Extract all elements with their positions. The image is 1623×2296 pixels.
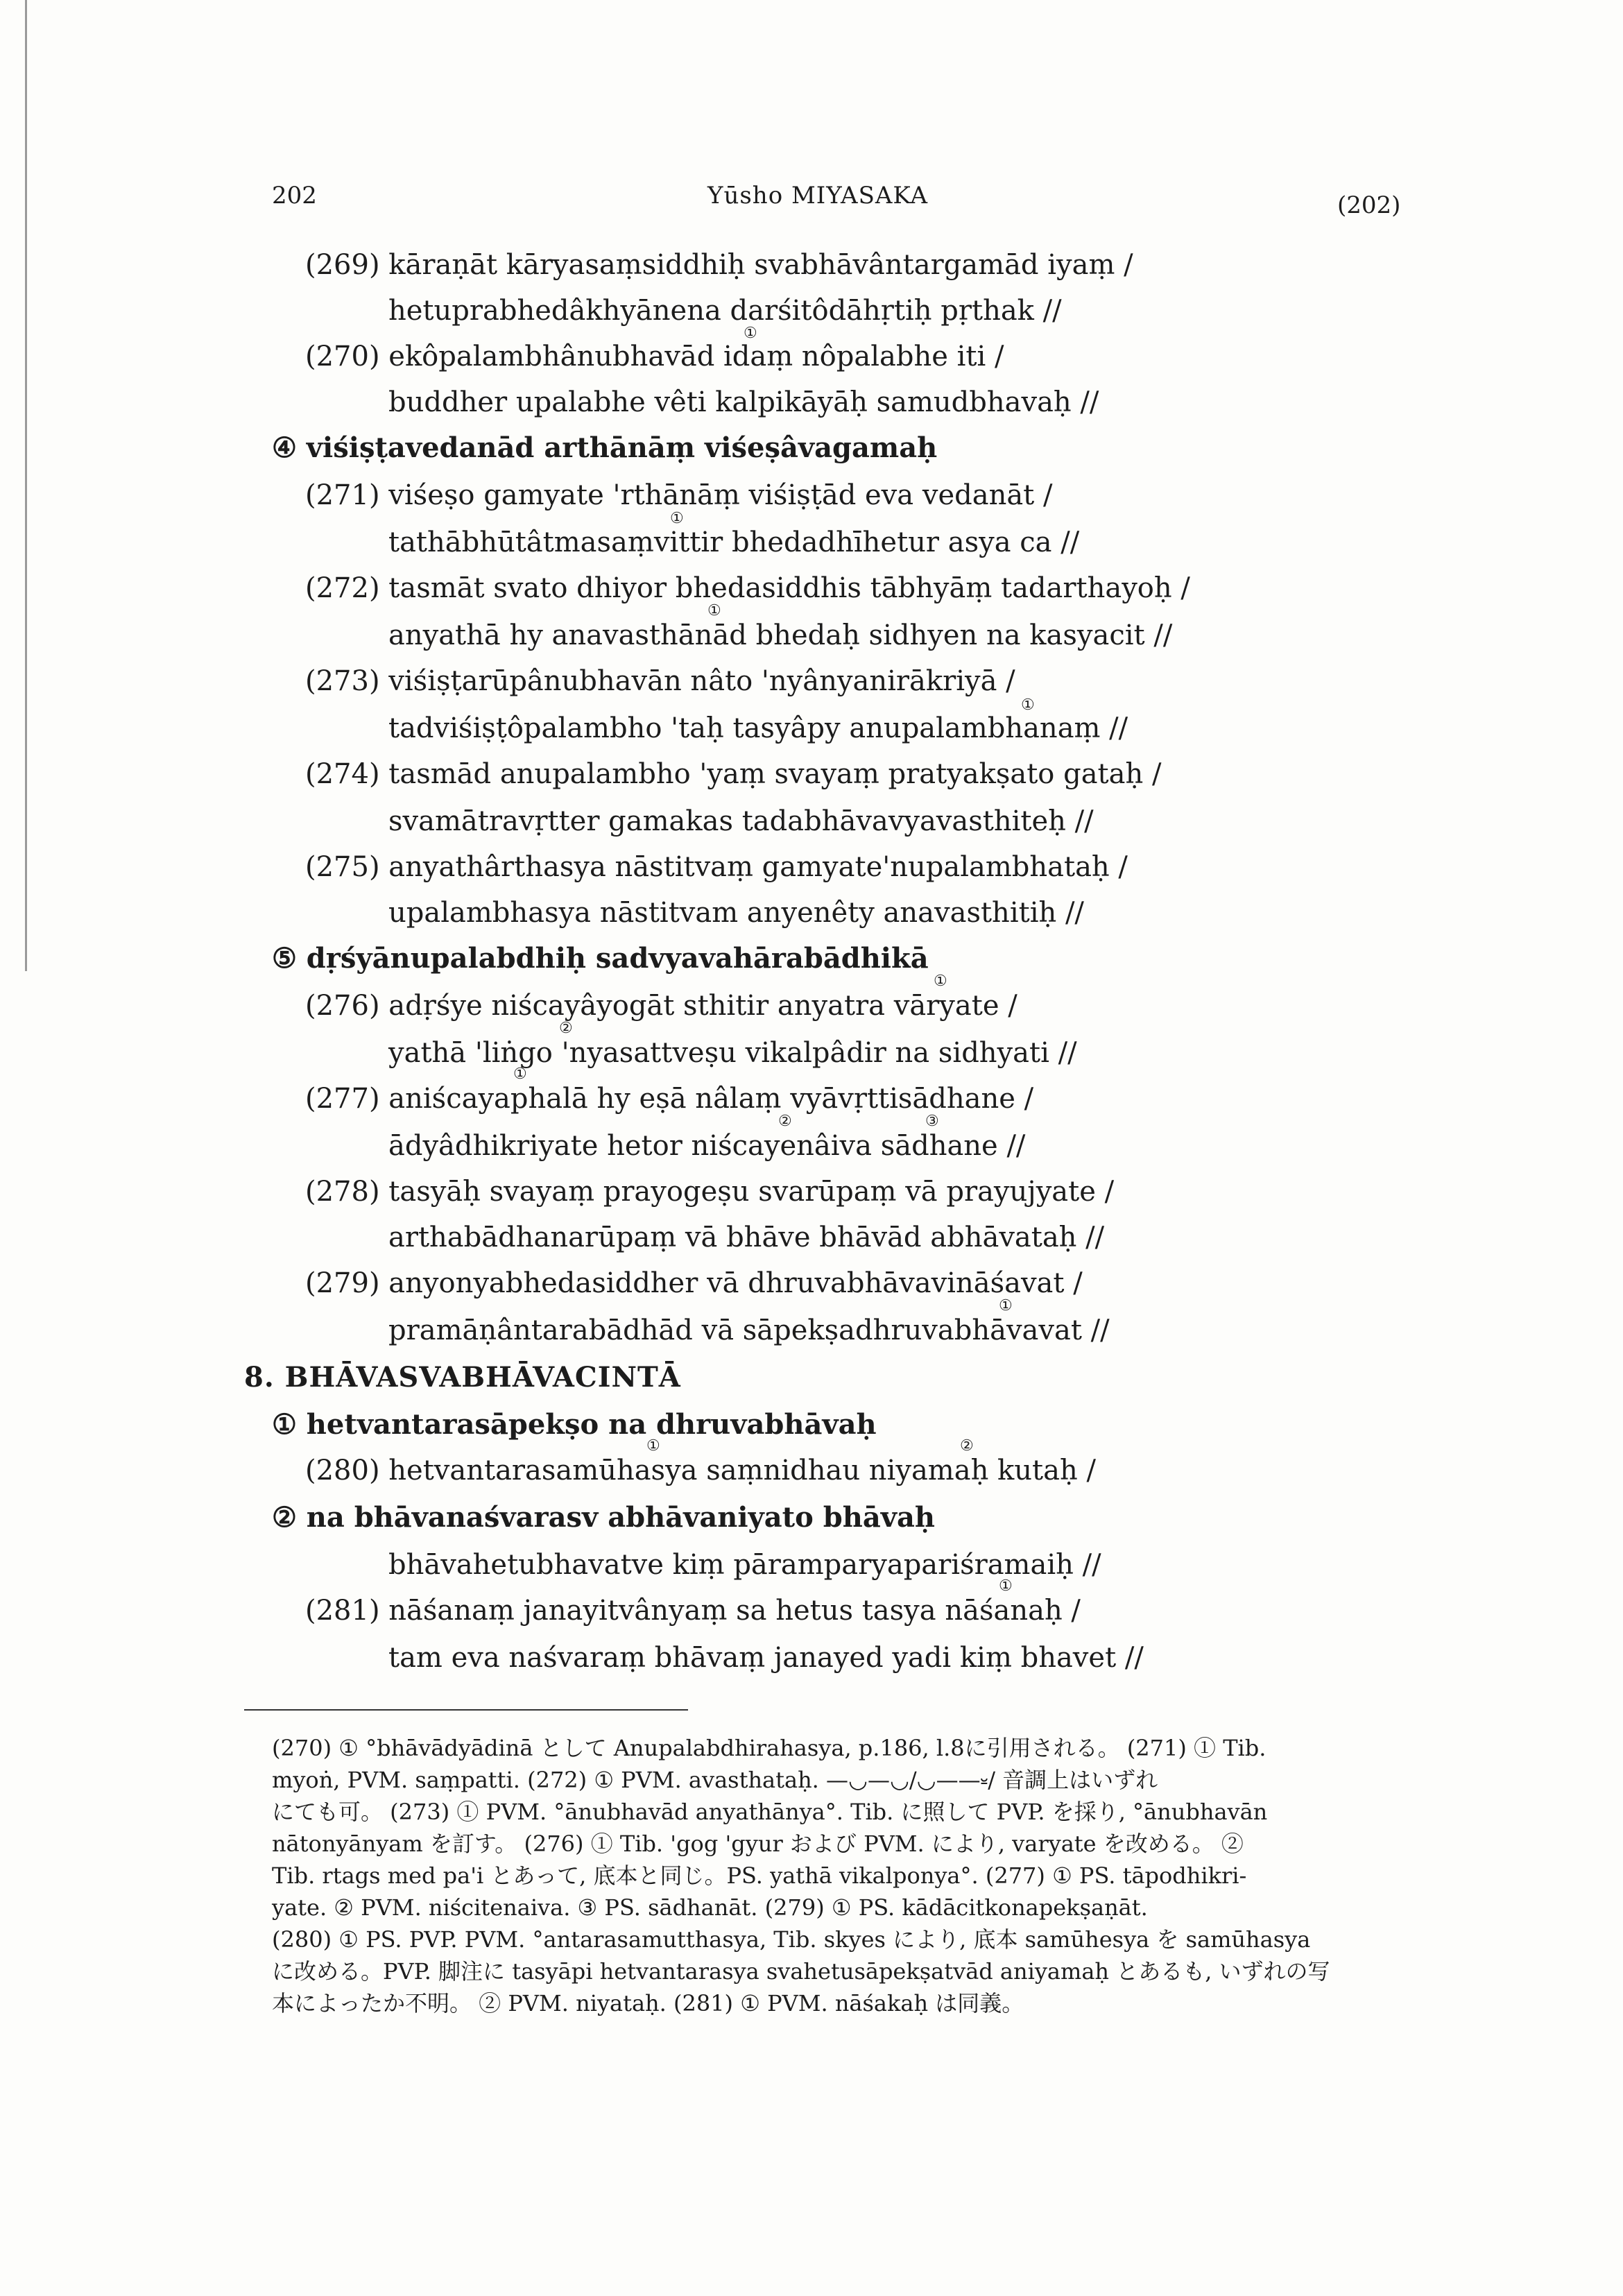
verse-270-line-1: (270) ekôpalambhânubhavād idaṃ nôpalabhe iti / [305,341,1004,372]
section-heading-4: ④ viśiṣṭavedanād arthānāṃ viśeṣâvagamaḥ [272,431,938,464]
verse-281-line-2: tam eva naśvaraṃ bhāvaṃ janayed yadi kiṃ bhavet // [388,1642,1144,1674]
footnote-marker-273-1: ① [1021,696,1035,714]
footnote-line-1: (270) ① °bhāvādyādinā として Anupalabdhirahasya, p.186, l.8に引用される。 (271) ① Tib. [272,1735,1266,1761]
verse-281-line-1: (281) nāśanaṃ janayitvânyaṃ sa hetus tasya nāśanaḥ / [305,1595,1081,1627]
footnote-marker-277-3: ③ [925,1113,939,1130]
footnote-marker-279-1: ① [999,1297,1013,1314]
verse-278-line-2: arthabādhanarūpaṃ vā bhāve bhāvād abhāvataḥ // [388,1222,1105,1253]
verse-273-line-1: (273) viśiṣṭarūpânubhavān nâto 'nyânyanirākriyā / [305,665,1015,697]
footnote-marker-280-2: ② [960,1437,974,1455]
section-heading-5: ⑤ dṛśyānupalabdhiḥ sadvyavahārabādhikā [272,942,929,975]
scan-edge-line [25,0,27,971]
verse-274-line-1: (274) tasmād anupalambho 'yaṃ svayaṃ pratyakṣato gataḥ / [305,758,1162,790]
verse-274-line-2: svamātravṛtter gamakas tadabhāvavyavasthiteḥ // [388,805,1094,837]
footnote-marker-272-1: ① [707,602,721,619]
verse-279-line-2: pramāṇântarabādhād vā sāpekṣadhruvabhāvavat // [388,1314,1110,1346]
footnote-marker-276-2: ② [559,1020,573,1037]
footnote-marker-270-1: ① [744,325,757,342]
verse-273-line-2: tadviśiṣṭôpalambho 'taḥ tasyâpy anupalambhanaṃ // [388,712,1128,744]
running-title: Yūsho MIYASAKA [707,182,928,209]
footnote-marker-271-1: ① [670,510,684,527]
footnote-line-6: yate. ② PVM. niścitenaiva. ③ PS. sādhanāt. (279) ① PS. kādācitkonapekṣaṇāt. [272,1894,1148,1921]
footnote-line-4: nātonyānyam を訂す。 (276) ① Tib. 'gog 'gyur および PVM. により, varyate を改める。 ② [272,1831,1244,1857]
footnote-line-5: Tib. rtags med pa'i とあって, 底本と同じ。PS. yathā vikalponya°. (277) ① PS. tāpodhikri- [272,1862,1247,1889]
verse-275-line-2: upalambhasya nāstitvam anyenêty anavasthitiḥ // [388,897,1084,929]
verse-269-line-2: hetuprabhedâkhyānena darśitôdāhṛtiḥ pṛthak // [388,295,1062,327]
footnote-line-8: に改める。PVP. 脚注に tasyāpi hetvantarasya svahetusāpekṣatvād aniyamaḥ とあるも, いずれの写 [272,1958,1330,1985]
section-heading-2: ② na bhāvanaśvarasv abhāvaniyato bhāvaḥ [272,1501,935,1534]
footnote-rule [244,1709,688,1711]
footnote-line-9: 本によったか不明。 ② PVM. niyataḥ. (281) ① PVM. nāśakaḥ は同義。 [272,1990,1024,2016]
verse-277-line-1: (277) aniścayaphalā hy eṣā nâlaṃ vyāvṛttisādhane / [305,1083,1034,1115]
footnote-marker-277-2: ② [778,1113,792,1130]
verse-272-line-1: (272) tasmāt svato dhiyor bhedasiddhis tābhyāṃ tadarthayoḥ / [305,572,1190,604]
footnote-line-3: にても可。 (273) ① PVM. °ānubhavād anyathānya°. Tib. に照して PVP. を採り, °ānubhavān [272,1799,1268,1825]
verse-271-line-1: (271) viśeṣo gamyate 'rthānāṃ viśiṣṭād eva vedanāt / [305,479,1053,511]
verse-278-line-1: (278) tasyāḥ svayaṃ prayogeṣu svarūpaṃ vā prayujyate / [305,1176,1115,1208]
page-number: 202 [272,182,317,209]
verse-279-line-1: (279) anyonyabhedasiddher vā dhruvabhāvavināśavat / [305,1267,1083,1299]
footnote-line-7: (280) ① PS. PVP. PVM. °antarasamutthasya, Tib. skyes により, 底本 samūhesya を samūhasya [272,1926,1311,1953]
footnote-line-2: myoṅ, PVM. saṃpatti. (272) ① PVM. avasthataḥ. —◡—◡/◡——⏓/ 音調上はいずれ [272,1767,1158,1793]
verse-271-line-2: tathābhūtâtmasaṃvittir bhedadhīhetur asya ca // [388,526,1080,558]
verse-280-line-2: bhāvahetubhavatve kiṃ pāramparyapariśramaiḥ // [388,1549,1101,1581]
verse-276-line-1: (276) adṛśye niścayâyogāt sthitir anyatra vāryate / [305,990,1017,1022]
verse-275-line-1: (275) anyathârthasya nāstitvaṃ gamyate'nupalambhataḥ / [305,851,1128,883]
verse-277-line-2: ādyâdhikriyate hetor niścayenâiva sādhane // [388,1130,1026,1162]
verse-272-line-2: anyathā hy anavasthānād bhedaḥ sidhyen na kasyacit // [388,619,1173,651]
verse-269-line-1: (269) kāraṇāt kāryasaṃsiddhiḥ svabhāvântargamād iyaṃ / [305,249,1133,281]
footnote-marker-280-1: ① [646,1437,660,1455]
verse-276-line-2: yathā 'liṅgo 'nyasattveṣu vikalpâdir na sidhyati // [388,1037,1077,1069]
footnote-marker-276-1: ① [934,973,947,990]
verse-280-line-1: (280) hetvantarasamūhasya saṃnidhau niyamaḥ kutaḥ / [305,1455,1096,1487]
verse-270-line-2: buddher upalabhe vêti kalpikāyāḥ samudbhavaḥ // [388,386,1099,418]
page-number-paren: (202) [1337,191,1401,219]
chapter-heading-8: 8. BHĀVASVABHĀVACINTĀ [244,1361,681,1394]
footnote-marker-281-1: ① [999,1577,1013,1595]
footnote-marker-277-1: ① [513,1065,527,1083]
scan-edge-mark [25,853,27,881]
section-heading-1: ① hetvantarasāpekṣo na dhruvabhāvaḥ [272,1408,877,1441]
